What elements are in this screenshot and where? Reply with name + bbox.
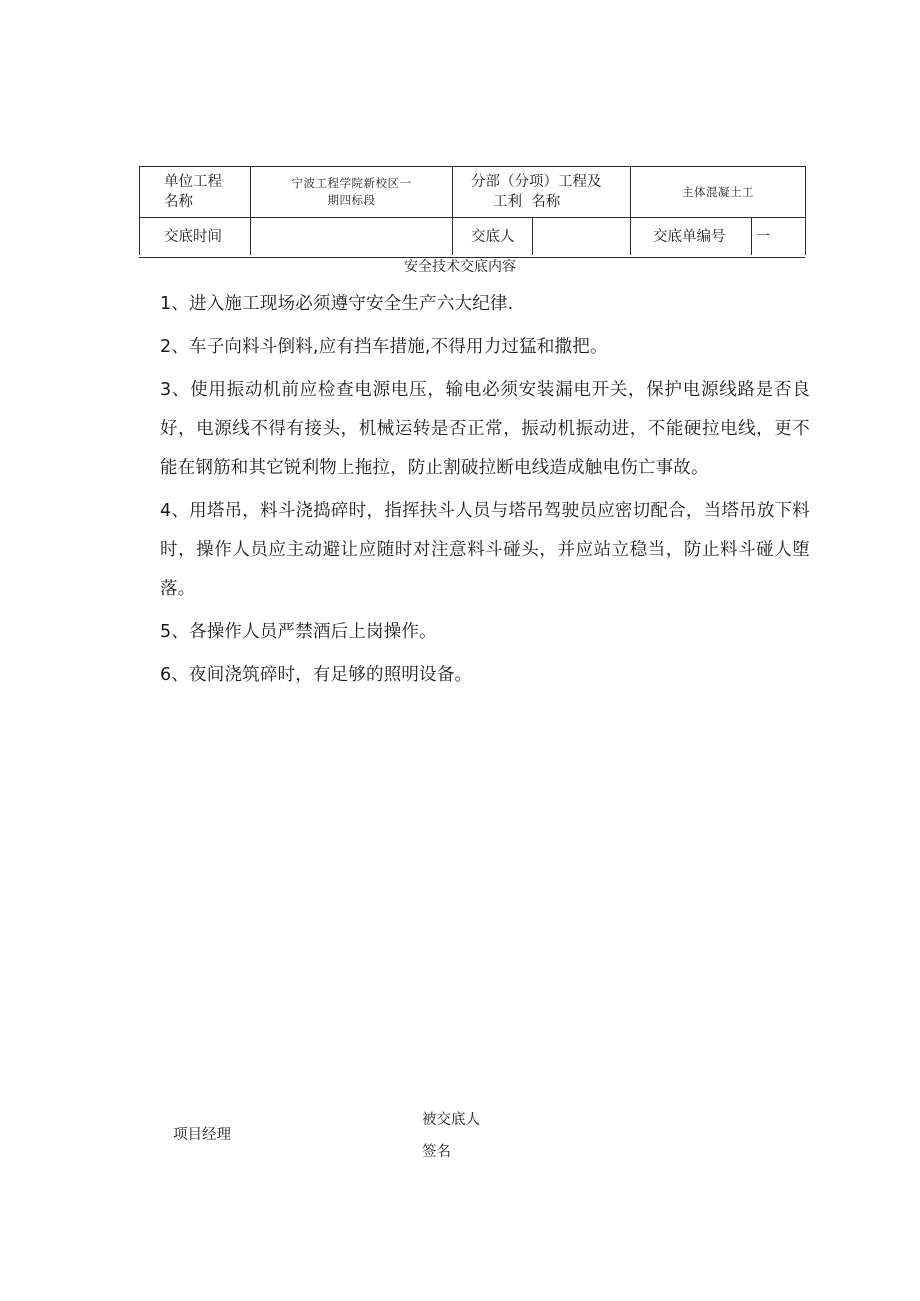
- subproject-label-line1: 分部（分项）工程及: [471, 174, 602, 190]
- unit-project-value-line2: 期四标段: [327, 193, 376, 207]
- unit-project-value: [251, 167, 453, 218]
- handover-number-label: 交底单编号: [631, 218, 752, 256]
- unit-project-label-line2: 名称: [164, 194, 193, 210]
- unit-project-label: [140, 167, 251, 218]
- content-item-5: 5、各操作人员严禁酒后上岗操作。: [160, 622, 437, 642]
- subproject-value: 主体混凝土工: [631, 167, 806, 218]
- unit-project-value-line1: 宁波工程学院新校区一: [291, 176, 412, 190]
- content-item-1: 1、进入施工现场必须遵守安全生产六大纪律.: [160, 294, 514, 314]
- safety-content: [160, 285, 810, 699]
- content-item-3: 3、使用振动机前应检查电源电压，输电必须安装漏电开关，保护电源线路是否良好，电源线不得有接头，机械运转是否正常，振动机振动进，不能硬拉电线，更不能在钢筋和其它锐利物上拖拉，防止割破拉断电线造成触电伤亡事故。: [160, 380, 810, 478]
- handover-person-value: [533, 218, 631, 256]
- subproject-label-line2: 工利 名称: [493, 194, 561, 210]
- unit-project-label-line1: 单位工程: [164, 174, 222, 190]
- handover-info-table: [139, 166, 806, 255]
- handover-time-label: 交底时间: [140, 218, 251, 256]
- content-item-6: 6、夜间浇筑碎时，有足够的照明设备。: [160, 665, 473, 685]
- content-item-2: 2、车子向料斗倒料,应有挡车措施,不得用力过猛和撒把。: [160, 337, 608, 357]
- project-manager-label: 项目经理: [173, 1127, 231, 1143]
- handover-number-value: 一: [752, 218, 806, 256]
- sign-label: 签名: [422, 1144, 451, 1160]
- content-item-4: 4、用塔吊，料斗浇捣碎时，指挥扶斗人员与塔吊驾驶员应密切配合，当塔吊放下料时，操作人员应主动避让应随时对注意料斗碰头，并应站立稳当，防止料斗碰人堕落。: [160, 501, 810, 599]
- section-title: 安全技术交底内容: [404, 259, 516, 275]
- recipient-label: 被交底人: [422, 1112, 480, 1128]
- subproject-label: [453, 167, 631, 218]
- handover-person-label: 交底人: [453, 218, 533, 256]
- handover-time-value: [251, 218, 453, 256]
